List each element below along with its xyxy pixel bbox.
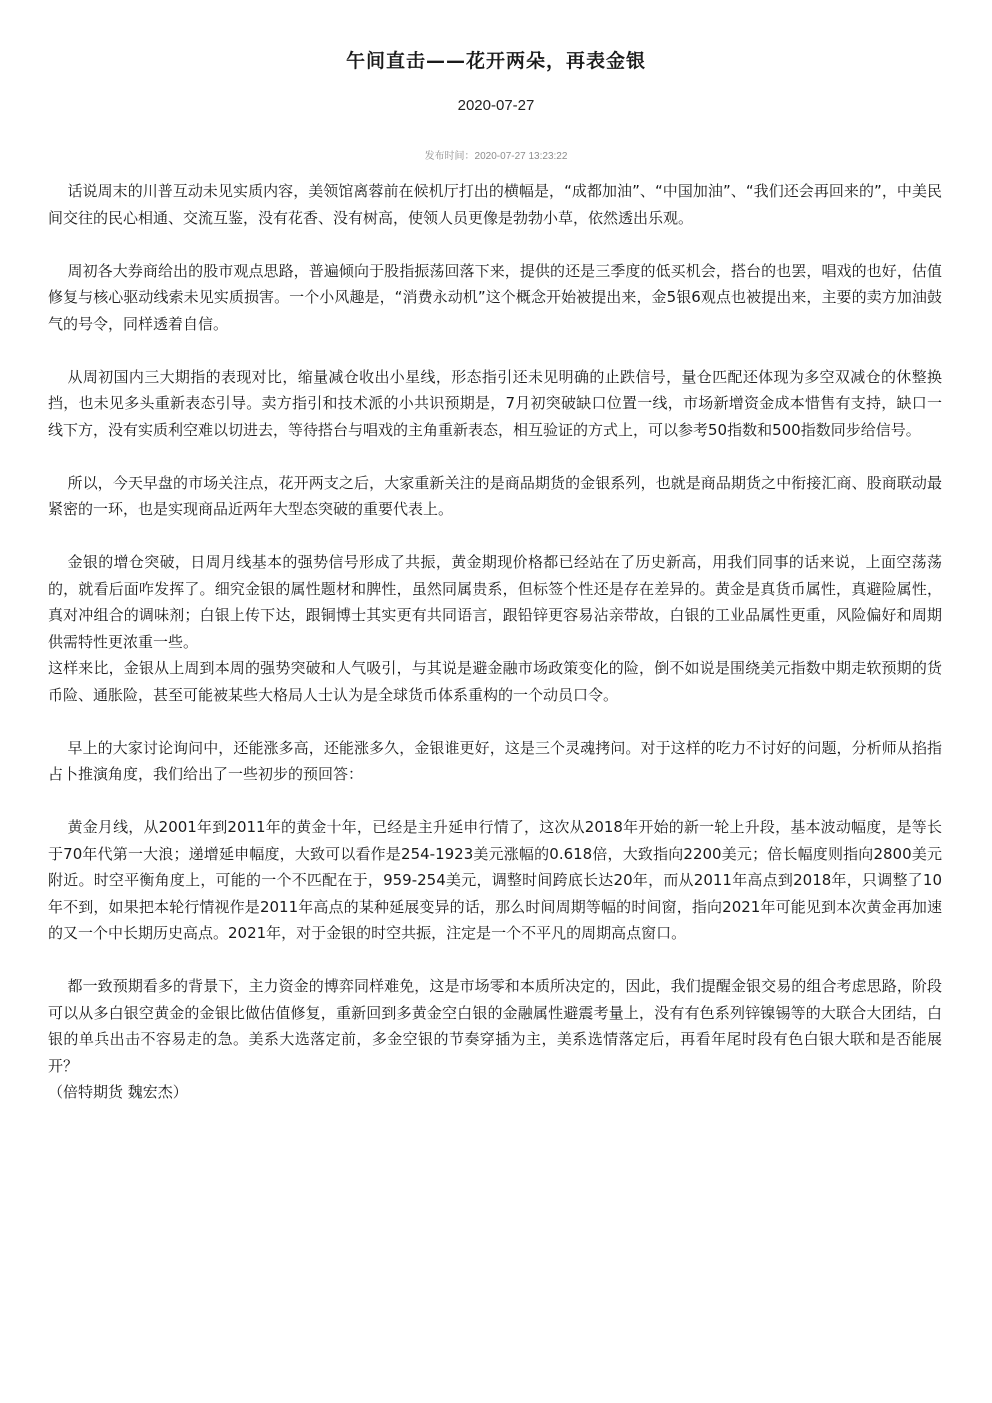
paragraph: 话说周末的川普互动未见实质内容，美领馆离蓉前在候机厅打出的横幅是，“成都加油”、“中国加油”、“我们还会再回来的”，中美民间交往的民心相通、交流互鉴，没有花香、没有树高，使领人员更像是勃勃小草，依然透出乐观。: [48, 182, 942, 227]
paragraph: 金银的增仓突破，日周月线基本的强势信号形成了共振，黄金期现价格都已经站在了历史新高，用我们同事的话来说，上面空荡荡的，就看后面咋发挥了。细究金银的属性题材和脾性，虽然同属贵系，但标签个性还是存在差异的。黄金是真货币属性，真避险属性，真对冲组合的调味剂；白银上传下达，跟铜博士其实更有共同语言，跟铅锌更容易沾亲带故，白银的工业品属性更重，风险偏好和周期供需特性更浓重一些。: [48, 553, 942, 651]
author-byline: （倍特期货 魏宏杰）: [48, 1083, 188, 1101]
article-date: 2020-07-27: [457, 97, 535, 114]
publish-time: 发布时间：2020-07-27 13:23:22: [424, 151, 568, 162]
paragraph: 周初各大券商给出的股市观点思路，普遍倾向于股指振荡回落下来，提供的还是三季度的低买机会，搭台的也罢，唱戏的也好，估值修复与核心驱动线索未见实质损害。一个小风趣是，“消费永动机”这个概念开始被提出来，金5银6观点也被提出来，主要的卖方加油鼓气的号令，同样透着自信。: [48, 261, 942, 333]
paragraph: 都一致预期看多的背景下，主力资金的博弈同样难免，这是市场零和本质所决定的，因此，我们提醒金银交易的组合考虑思路，阶段可以从多白银空黄金的金银比做估值修复，重新回到多黄金空白银的金融属性避震考量上，没有有色系列锌镍锡等的大联合大团结，白银的单兵出击不容易走的急。美系大选落定前，多金空银的节奏穿插为主，美系选情落定后，再看年尾时段有色白银大联和是否能展开？: [48, 977, 942, 1075]
paragraph: 从周初国内三大期指的表现对比，缩量减仓收出小星线，形态指引还未见明确的止跌信号，量仓匹配还体现为多空双减仓的休整换挡，也未见多头重新表态引导。卖方指引和技术派的小共识预期是，7月初突破缺口位置一线，市场新增资金成本惜售有支持，缺口一线下方，没有实质利空难以切进去，等待搭台与唱戏的主角重新表态，相互验证的方式上，可以参考50指数和500指数同步给信号。: [48, 367, 942, 439]
paragraph: 早上的大家讨论询问中，还能涨多高，还能涨多久，金银谁更好，这是三个灵魂拷问。对于这样的吃力不讨好的问题，分析师从掐指占卜推演角度，我们给出了一些初步的预回答：: [48, 738, 942, 783]
paragraph: 所以，今天早盘的市场关注点，花开两支之后，大家重新关注的是商品期货的金银系列，也就是商品期货之中衔接汇商、股商联动最紧密的一环，也是实现商品近两年大型态突破的重要代表上。: [48, 473, 942, 518]
paragraph: 黄金月线，从2001年到2011年的黄金十年，已经是主升延申行情了，这次从2018年开始的新一轮上升段，基本波动幅度，是等长于70年代第一大浪；递增延申幅度，大致可以看作是254-1923美元涨幅的0.618倍，大致指向2200美元；倍长幅度则指向2800美元附近。时空平衡角度上，可能的一个不匹配在于，959-254美元，调整时间跨底长达20年，而从2011年高点到2018年，只调整了10年不到，如果把本轮行情视作是2011年高点的某种延展变异的话，那么时间周期等幅的时间窗，指向2021年可能见到本次黄金再加速的又一个中长期历史高点。2021年，对于金银的时空共振，注定是一个不平凡的周期高点窗口。: [48, 818, 942, 942]
article-body: [48, 178, 942, 1106]
paragraph: 这样来比，金银从上周到本周的强势突破和人气吸引，与其说是避金融市场政策变化的险，倒不如说是围绕美元指数中期走软预期的货币险、通胀险，甚至可能被某些大格局人士认为是全球货币体系重构的一个动员口令。: [48, 659, 942, 704]
article-title: 午间直击——花开两朵，再表金银: [345, 50, 646, 72]
